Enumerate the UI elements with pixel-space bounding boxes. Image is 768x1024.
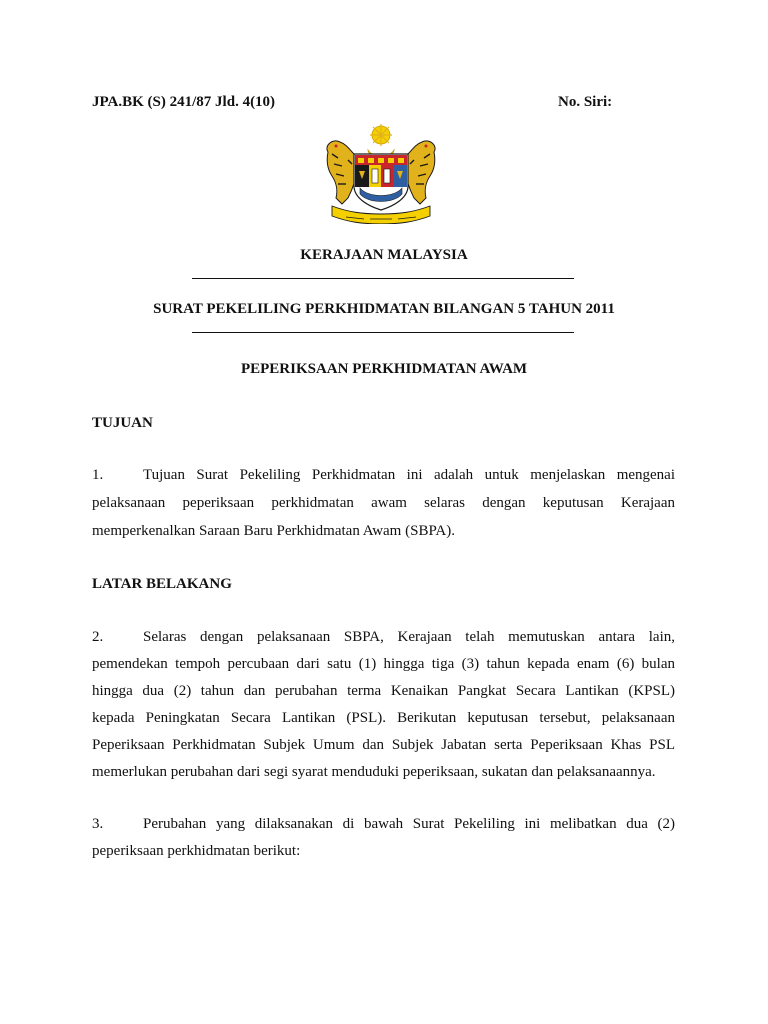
serial-number-label: No. Siri:	[558, 94, 613, 110]
paragraph-2-line: hingga dua (2) tahun dan perubahan terma Kenaikan Pangkat Secara Lantikan (KPSL)	[92, 683, 675, 699]
coat-of-arms-icon	[318, 124, 444, 224]
paragraph-number: 2.	[92, 629, 104, 645]
paragraph-number: 3.	[92, 816, 104, 832]
circular-title: SURAT PEKELILING PERKHIDMATAN BILANGAN 5 TAHUN 2011	[153, 301, 615, 317]
subject-title: PEPERIKSAAN PERKHIDMATAN AWAM	[240, 361, 528, 377]
reference-line	[92, 94, 674, 114]
paragraph-2-line: 2. Selaras dengan pelaksanaan SBPA, Kerajaan telah memutuskan antara lain,	[92, 629, 675, 645]
paragraph-2-line: pemendekan tempoh percubaan dari satu (1) hingga tiga (3) tahun kepada enam (6) bulan	[92, 656, 675, 672]
title-divider-top	[192, 278, 574, 279]
section-heading-purpose: TUJUAN	[92, 415, 153, 431]
paragraph-2-line: kepada Peningkatan Secara Lantikan (PSL). Berikutan keputusan tersebut, pelaksanaan	[92, 710, 675, 726]
paragraph-2-line: Peperiksaan Perkhidmatan Subjek Umum dan Subjek Jabatan serta Peperiksaan Khas PSL	[92, 737, 675, 753]
paragraph-3-line: 3. Perubahan yang dilaksanakan di bawah Surat Pekeliling ini melibatkan dua (2)	[92, 816, 675, 832]
section-heading-background: LATAR BELAKANG	[92, 576, 232, 592]
paragraph-3-line: peperiksaan perkhidmatan berikut:	[92, 843, 301, 859]
paragraph-1-line: pelaksanaan peperiksaan perkhidmatan awam selaras dengan keputusan Kerajaan	[92, 495, 675, 511]
paragraph-2-line: memerlukan perubahan dari segi syarat menduduki peperiksaan, sukatan dan pelaksanaannya.	[92, 764, 656, 780]
government-title: KERAJAAN MALAYSIA	[300, 247, 468, 263]
title-divider-bottom	[192, 332, 574, 333]
paragraph-1-line: 1. Tujuan Surat Pekeliling Perkhidmatan ini adalah untuk menjelaskan mengenai	[92, 467, 675, 483]
reference-number: JPA.BK (S) 241/87 Jld. 4(10)	[92, 94, 276, 110]
paragraph-1-line: memperkenalkan Saraan Baru Perkhidmatan Awam (SBPA).	[92, 523, 455, 539]
paragraph-number: 1.	[92, 467, 104, 483]
